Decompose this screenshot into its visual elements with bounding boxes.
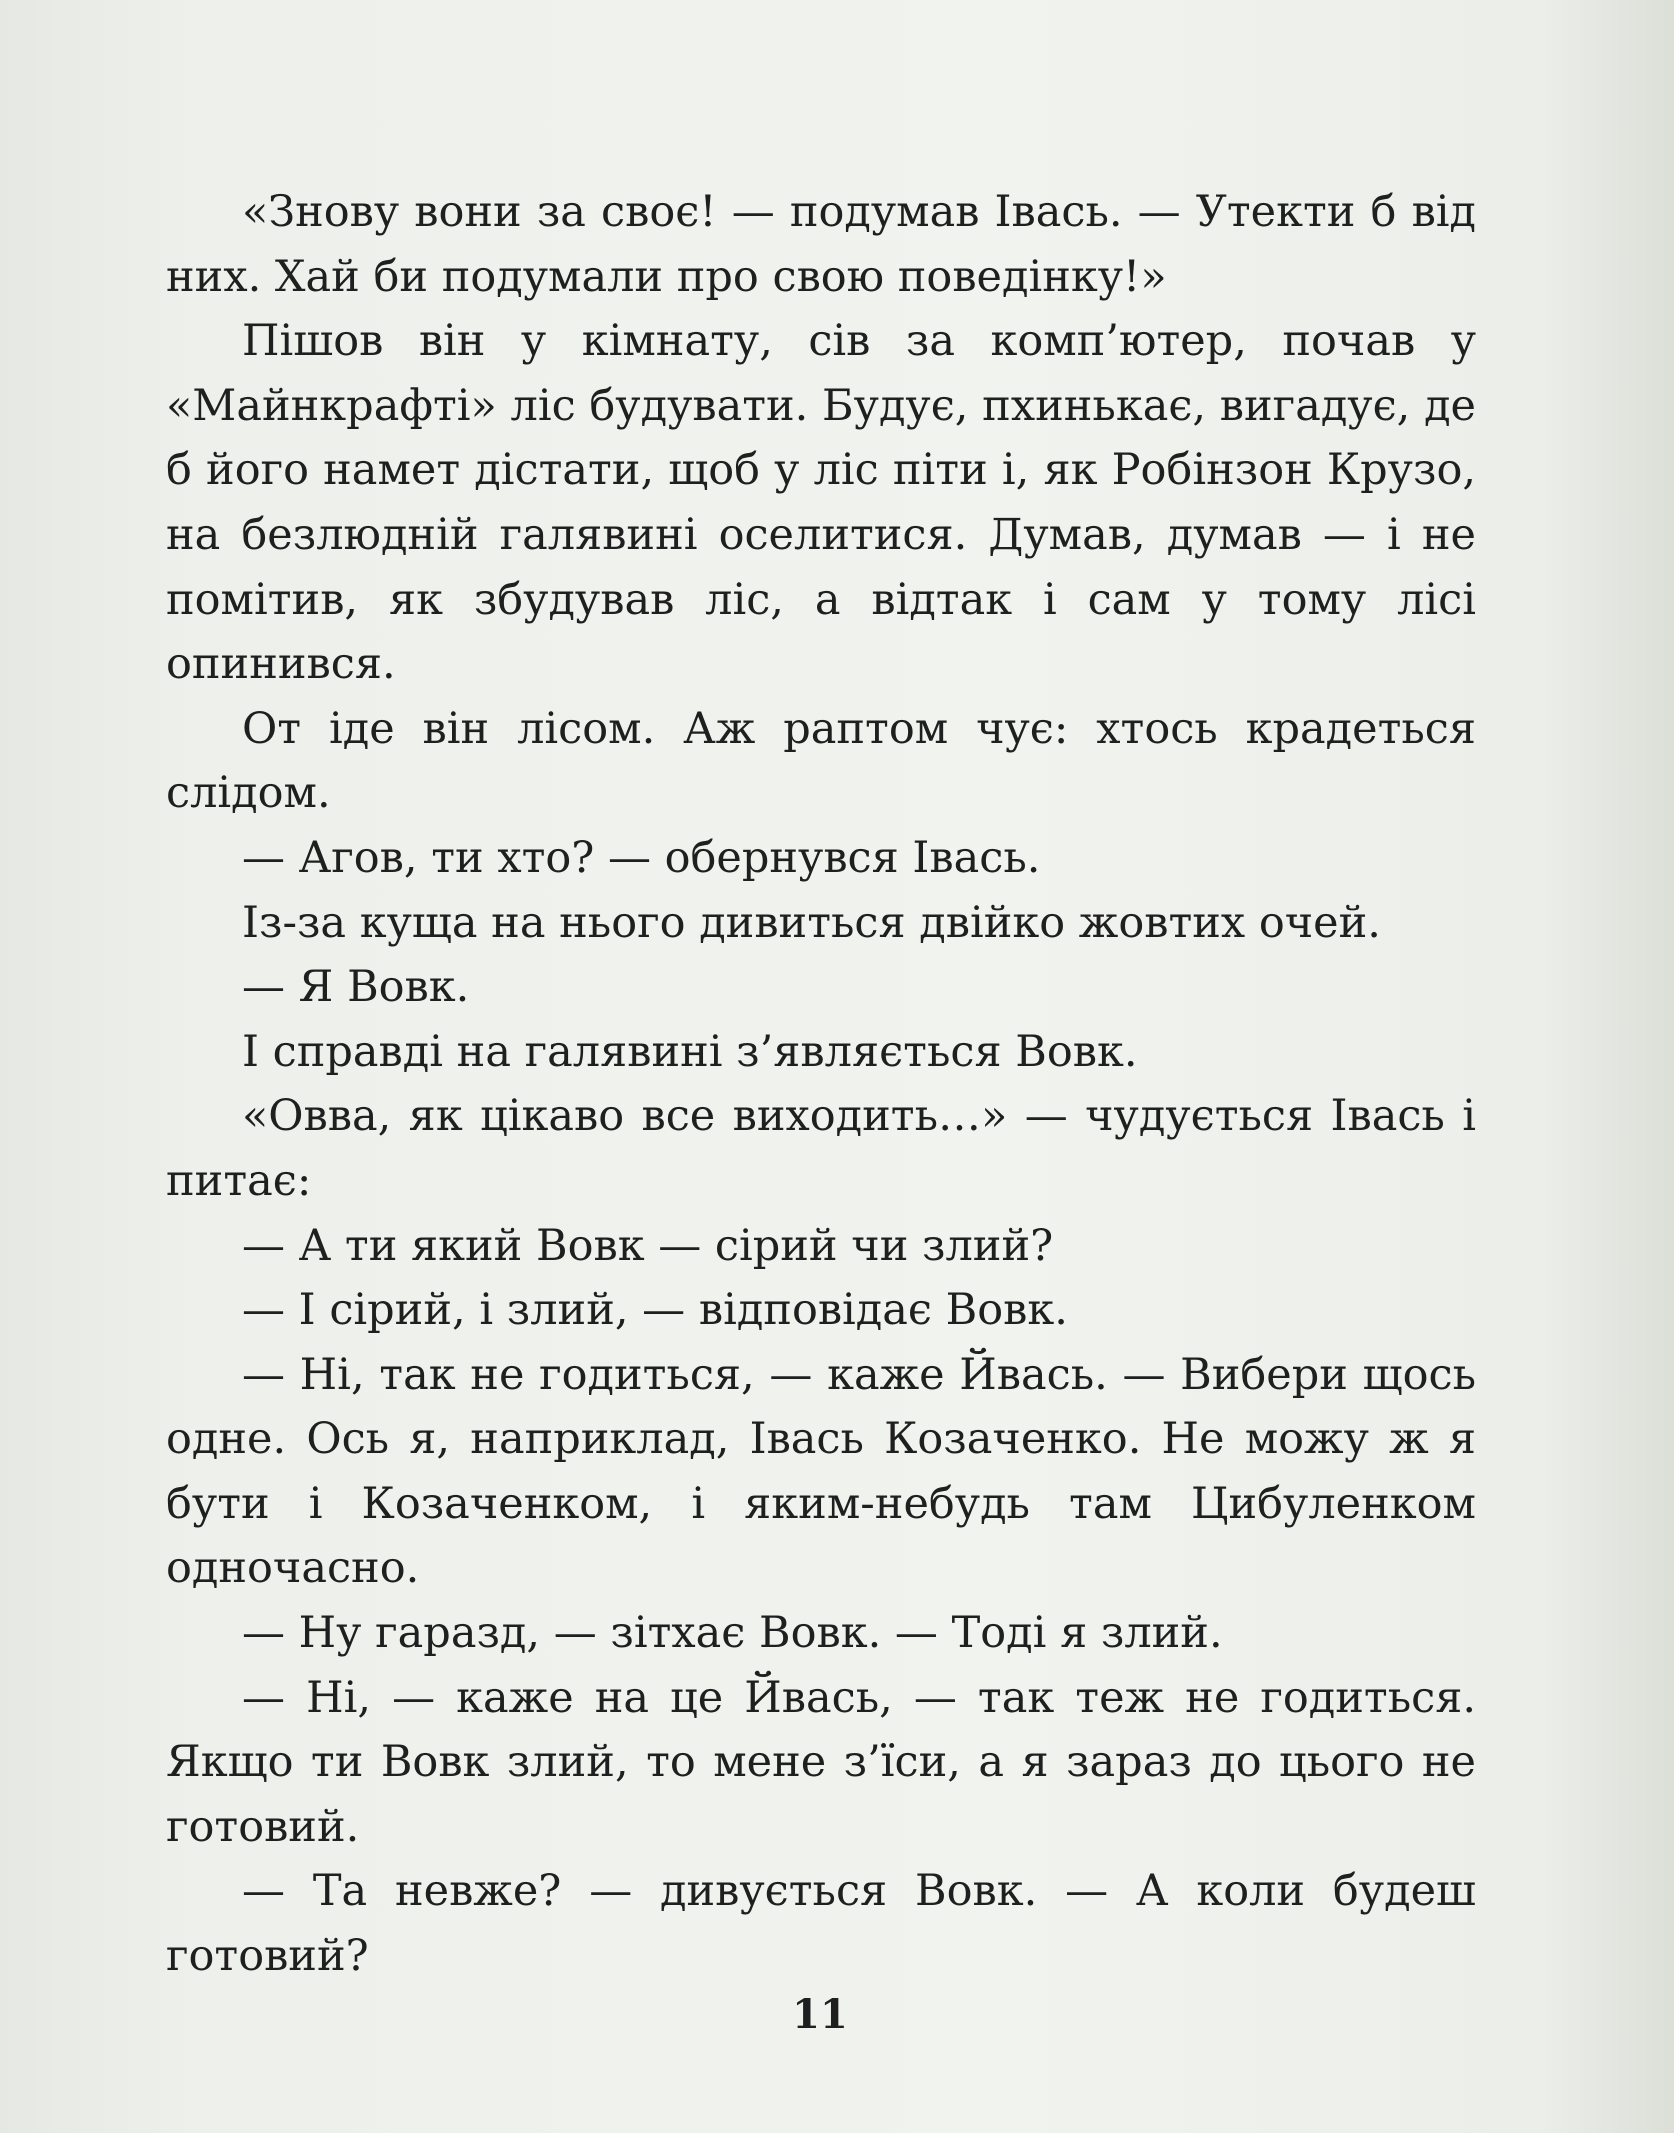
paragraph: «Овва, як цікаво все виходить…» — чудується Івась і питає: [166, 1091, 1476, 1206]
paragraph: Пішов він у кімнату, сів за комп’ютер, почав у «Майнкрафті» ліс будувати. Будує, пхинькає, вигадує, де б його намет дістати, щоб у ліс піти і, як Робінзон Крузо, на безлюдній галявині оселитися. Думав, думав — і не помітив, як збудував ліс, а відтак і сам у тому лісі опинився. [166, 316, 1476, 690]
paragraph: — І сірий, і злий, — відповідає Вовк. [242, 1285, 1068, 1336]
paragraph: — Ні, так не годиться, — каже Йвась. — Вибери щось одне. Ось я, наприклад, Івась Козаченко. Не можу ж я бути і Козаченком, і яким-небудь там Цибуленком одночасно. [166, 1349, 1476, 1594]
paragraph: — Я Вовк. [242, 962, 470, 1013]
paragraph: — А ти який Вовк — сірий чи злий? [242, 1220, 1054, 1271]
paragraph: — Ну гаразд, — зітхає Вовк. — Тоді я злий. [242, 1608, 1223, 1659]
paragraph: — Ні, — каже на це Йвась, — так теж не годиться. Якщо ти Вовк злий, то мене з’їси, а я зараз до цього не готовий. [166, 1672, 1476, 1852]
body-text [166, 180, 1476, 1989]
paragraph: — Агов, ти хто? — обернувся Івась. [242, 832, 1041, 883]
paragraph: «Знову вони за своє! — подумав Івась. — Утекти б від них. Хай би подумали про свою поведінку!» [166, 187, 1476, 302]
page-number: 11 [792, 1991, 848, 2038]
paragraph: От іде він лісом. Аж раптом чує: хтось крадеться слідом. [166, 703, 1476, 819]
paragraph: І справді на галявині з’являється Вовк. [242, 1026, 1138, 1077]
paragraph: Із-за куща на нього дивиться двійко жовтих очей. [242, 897, 1381, 948]
paragraph: — Та невже? — дивується Вовк. — А коли будеш готовий? [166, 1866, 1476, 1982]
